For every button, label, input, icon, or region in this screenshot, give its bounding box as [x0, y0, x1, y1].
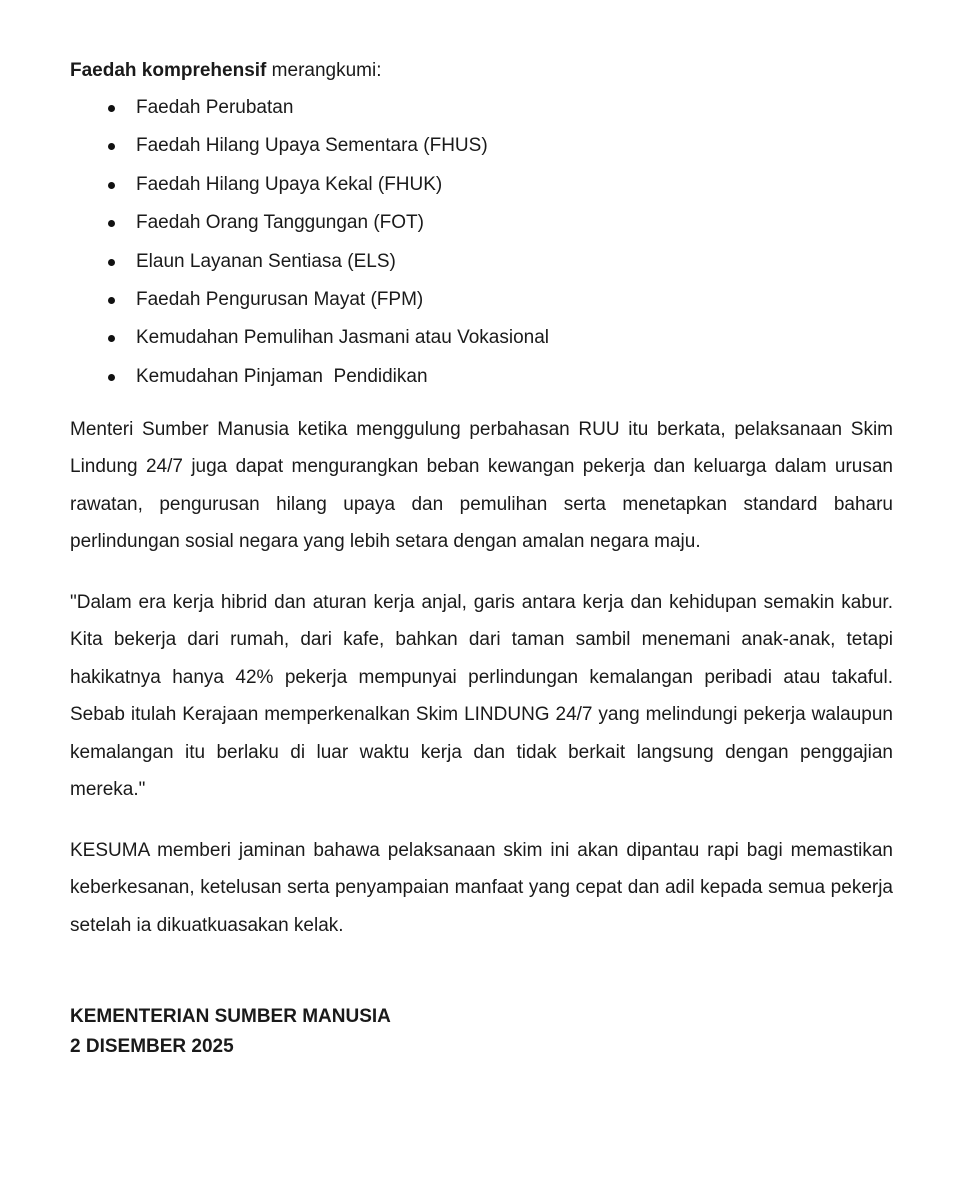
list-item: [70, 95, 893, 121]
bullet-icon: [108, 297, 115, 304]
list-item-text: Faedah Pengurusan Mayat (FPM): [136, 288, 424, 310]
signoff-block: [70, 1002, 893, 1062]
document-page: [70, 58, 893, 1062]
list-item-text: Kemudahan Pinjaman Pendidikan: [136, 365, 428, 387]
list-item: [70, 249, 893, 275]
list-item: [70, 210, 893, 236]
bullet-icon: [108, 220, 115, 227]
benefits-intro: [70, 58, 893, 84]
benefits-list: [70, 95, 893, 390]
ministry-name: KEMENTERIAN SUMBER MANUSIA: [70, 1006, 391, 1028]
list-item-text: Kemudahan Pemulihan Jasmani atau Vokasional: [136, 327, 549, 349]
bullet-icon: [108, 105, 115, 112]
bullet-icon: [108, 374, 115, 381]
list-item-text: Faedah Hilang Upaya Sementara (FHUS): [136, 135, 488, 157]
bullet-icon: [108, 259, 115, 266]
benefits-intro-rest: merangkumi:: [266, 60, 382, 81]
paragraph-minister-statement: Menteri Sumber Manusia ketika menggulung perbahasan RUU itu berkata, pelaksanaan Skim Lindung 24/7 juga dapat mengurangkan beban kewangan pekerja dan keluarga dalam urusan rawatan, pengurusan hilang upaya dan pemulihan serta menetapkan standard baharu perlindungan sosial negara yang lebih setara dengan amalan negara maju.: [70, 418, 893, 553]
list-item: [70, 172, 893, 198]
benefits-intro-bold: Faedah komprehensif: [70, 60, 267, 81]
list-item-text: Faedah Hilang Upaya Kekal (FHUK): [136, 173, 443, 195]
list-item-text: Faedah Perubatan: [136, 97, 294, 118]
list-item: [70, 287, 893, 313]
bullet-icon: [108, 335, 115, 342]
list-item: [70, 133, 893, 159]
list-item: [70, 364, 893, 390]
paragraph-quote: "Dalam era kerja hibrid dan aturan kerja anjal, garis antara kerja dan kehidupan semakin kabur. Kita bekerja dari rumah, dari kafe, bahkan dari taman sambil menemani anak-anak, tetapi hakikatnya hanya 42% pekerja mempunyai perlindungan kemalangan peribadi atau takaful. Sebab itulah Kerajaan memperkenalkan Skim LINDUNG 24/7 yang melindungi pekerja walaupun kemalangan itu berlaku di luar waktu kerja dan tidak berkait langsung dengan penggajian mereka.": [70, 591, 893, 801]
release-date: 2 DISEMBER 2025: [70, 1036, 234, 1058]
list-item: [70, 325, 893, 351]
list-item-text: Elaun Layanan Sentiasa (ELS): [136, 250, 396, 272]
bullet-icon: [108, 143, 115, 150]
bullet-icon: [108, 182, 115, 189]
paragraph-kesuma: KESUMA memberi jaminan bahawa pelaksanaan skim ini akan dipantau rapi bagi memastikan keberkesanan, ketelusan serta penyampaian manfaat yang cepat dan adil kepada semua pekerja setelah ia dikuatkuasakan kelak.: [70, 839, 893, 936]
list-item-text: Faedah Orang Tanggungan (FOT): [136, 212, 424, 234]
